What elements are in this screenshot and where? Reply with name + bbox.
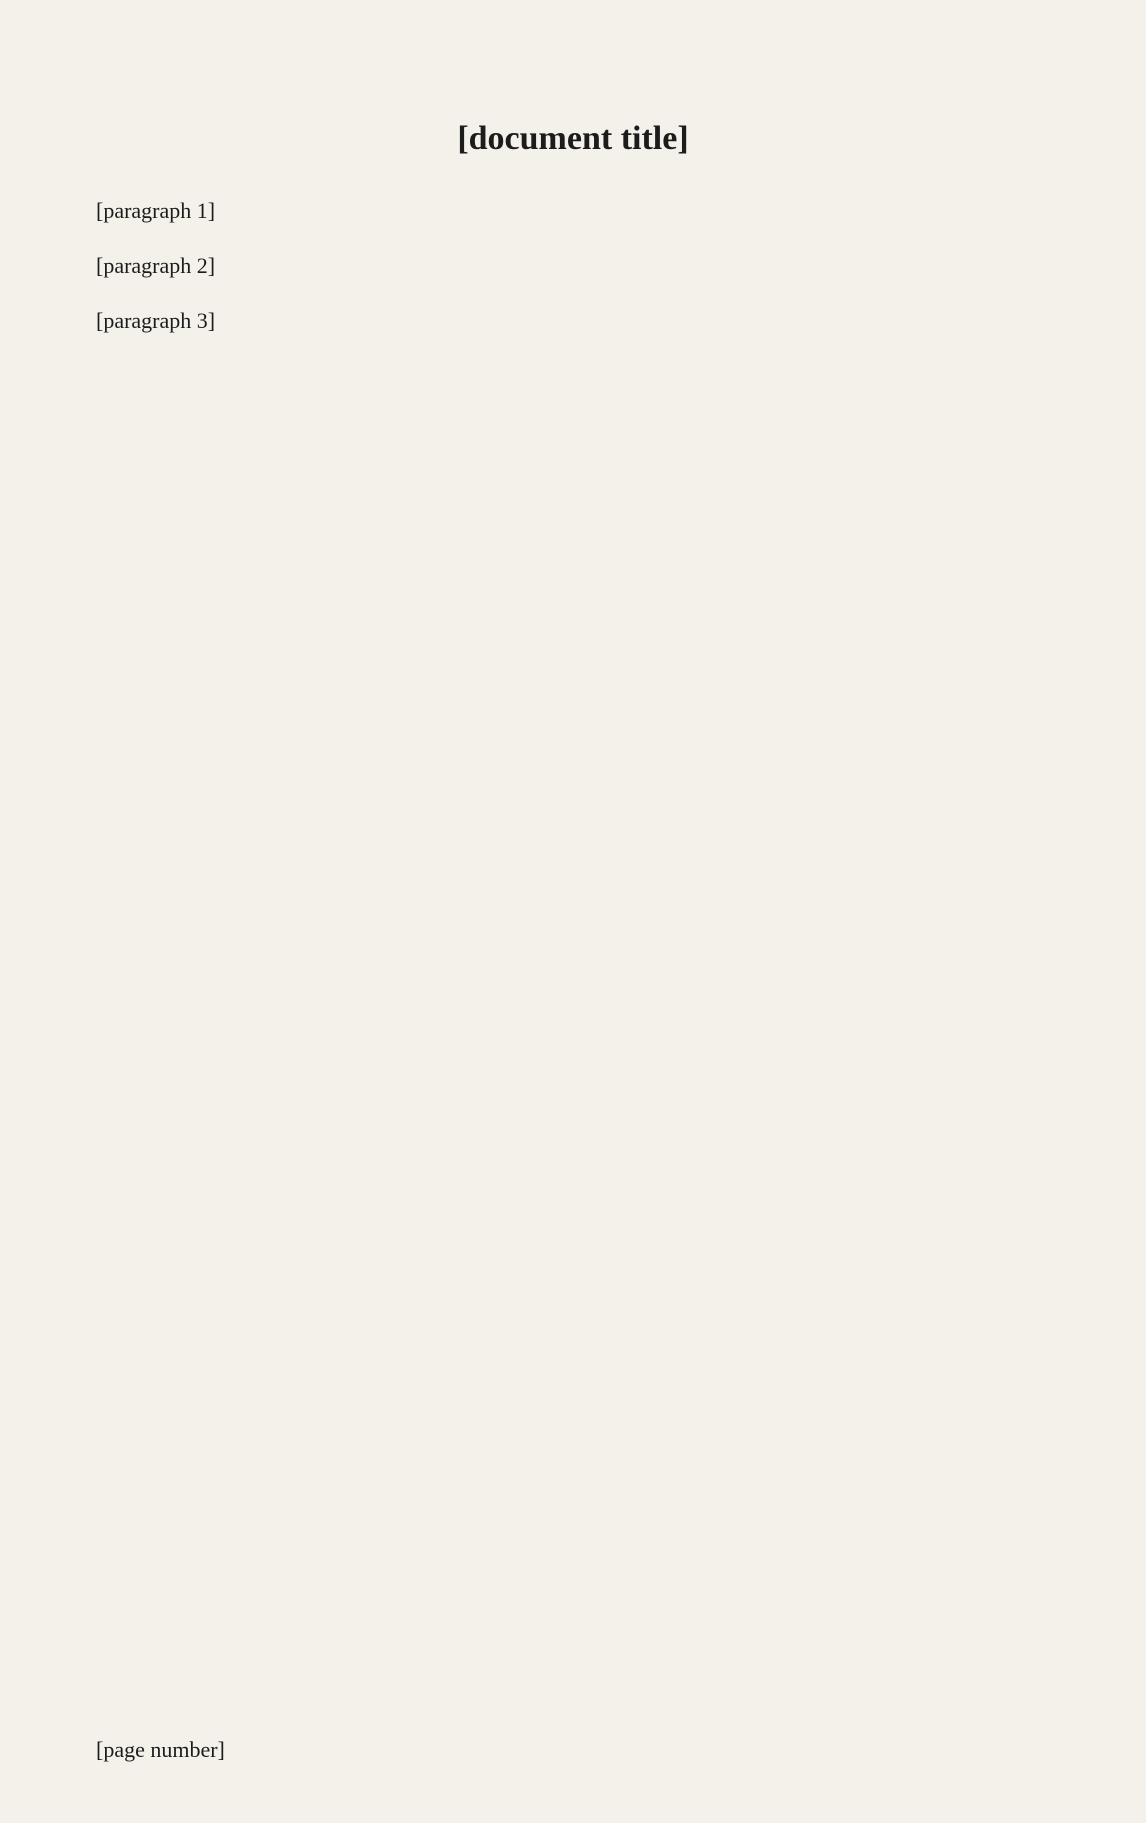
document-title: [document title] [457, 120, 689, 157]
body-paragraph: [paragraph 2] [96, 253, 216, 278]
page-number: [page number] [96, 1737, 225, 1762]
body-paragraph: [paragraph 1] [96, 198, 216, 223]
body-paragraph: [paragraph 3] [96, 308, 216, 333]
